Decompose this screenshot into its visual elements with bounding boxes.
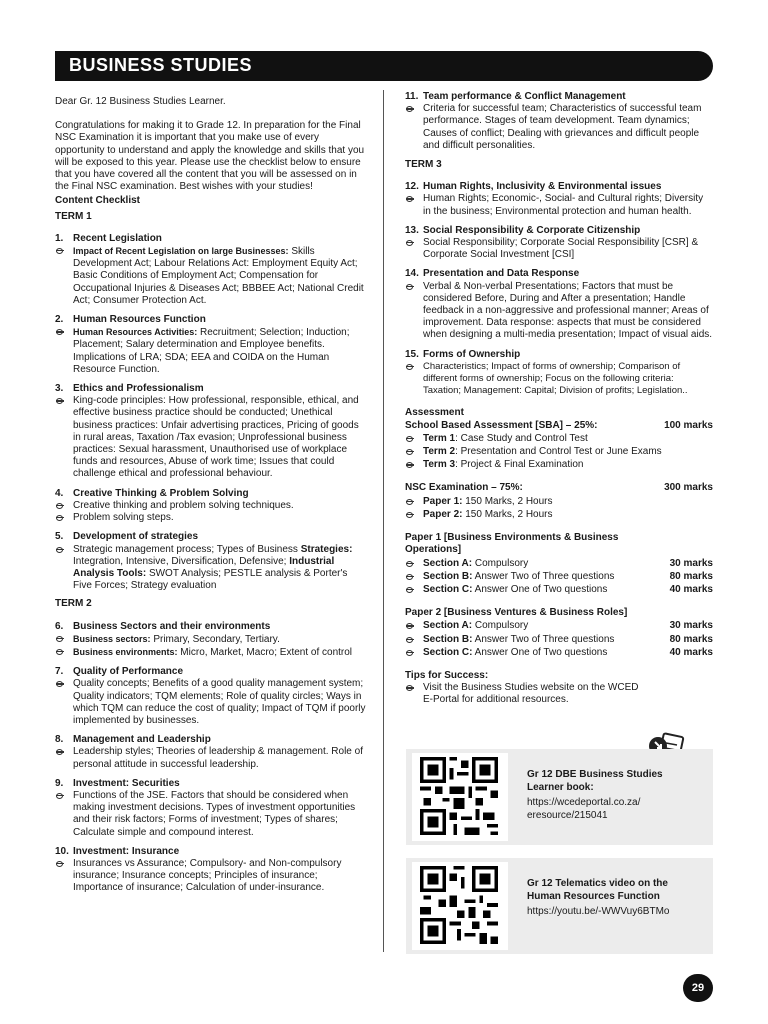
item-marks: 40 marks bbox=[669, 583, 713, 595]
paper-2-title: Paper 2 [Business Ventures & Business Roles] bbox=[405, 607, 628, 619]
section-3 bbox=[55, 383, 367, 481]
section-title: Quality of Performance bbox=[73, 666, 184, 678]
item-text: Recruitment; Selection; Induction; Placement; Salary determination and Employee benefits. Implications of LRA; SDA; EEA and COIDA on the Human Resource Function. bbox=[73, 327, 350, 375]
list-item: Social Responsibility; Corporate Social Responsibility [CSR] & Corporate Social Investment [CSI] bbox=[405, 237, 713, 261]
item-label: Paper 2: bbox=[423, 508, 463, 520]
section-title: Ethics and Professionalism bbox=[73, 383, 204, 395]
section-number: 10. bbox=[55, 845, 69, 857]
section-title: Investment: Securities bbox=[73, 777, 180, 789]
right-column bbox=[405, 91, 713, 707]
term-2-heading: TERM 2 bbox=[55, 598, 92, 610]
item-label: Business environments: bbox=[73, 646, 178, 657]
section-number: 13. bbox=[405, 224, 419, 236]
section-number: 6. bbox=[55, 620, 64, 632]
item-text: Strategic management process; Types of Business bbox=[73, 543, 301, 555]
item-text: Compulsory bbox=[472, 620, 529, 632]
section-title: Creative Thinking & Problem Solving bbox=[73, 487, 249, 499]
list-item: Insurances vs Assurance; Compulsory- and Non-compulsory insurance; Insurance concepts; Principles of insurance; Importance of insurance; Calculation of under-insurance. bbox=[55, 858, 367, 895]
section-10 bbox=[55, 846, 367, 895]
list-item bbox=[405, 433, 713, 445]
list-item: Quality concepts; Benefits of a good quality management system; Quality indicators; TQM elements; Role of quality circles; Ways in which TQM can reduce the cost of quality; Impact of TQM if poorly implemented by businesses. bbox=[55, 678, 367, 727]
sba-marks: 100 marks bbox=[664, 419, 713, 431]
item-text: Integration, Intensive, Diversification, Defensive; bbox=[73, 555, 290, 567]
item-label: Paper 1: bbox=[423, 495, 463, 507]
section-number: 5. bbox=[55, 531, 64, 543]
paper-2 bbox=[405, 607, 713, 659]
item-label: Section A: bbox=[423, 557, 473, 569]
list-item: Human Rights; Economic-, Social- and Cultural rights; Diversity in the business; Environmental protection and human health. bbox=[405, 193, 713, 217]
section-1 bbox=[55, 233, 367, 307]
term-1-heading: TERM 1 bbox=[55, 210, 92, 222]
section-14 bbox=[405, 268, 713, 341]
page-header bbox=[55, 51, 713, 81]
tips-title: Tips for Success: bbox=[405, 669, 489, 681]
section-title: Team performance & Conflict Management bbox=[423, 91, 626, 102]
section-2 bbox=[55, 314, 367, 376]
item-text: Micro, Market, Macro; Extent of control bbox=[177, 646, 353, 658]
section-5 bbox=[55, 531, 367, 592]
list-item bbox=[405, 459, 713, 471]
list-item bbox=[405, 446, 713, 458]
section-12 bbox=[405, 181, 713, 218]
item-text: : Project & Final Examination bbox=[455, 459, 584, 471]
list-item bbox=[55, 326, 367, 376]
section-title: Forms of Ownership bbox=[423, 348, 521, 360]
list-item: Creative thinking and problem solving techniques. bbox=[55, 500, 367, 512]
list-item bbox=[405, 584, 713, 596]
qr-code-icon bbox=[420, 757, 498, 835]
item-text: SWOT Analysis; PESTLE analysis & Porter's Five Forces; Strategy evaluation bbox=[73, 567, 348, 592]
sba-label: School Based Assessment [SBA] – 25%: bbox=[405, 419, 598, 431]
section-number: 7. bbox=[55, 666, 64, 678]
item-label: Strategies: bbox=[300, 543, 353, 555]
section-4 bbox=[55, 488, 367, 525]
resource-title: Gr 12 Telematics video on the Human Resources Function bbox=[527, 878, 668, 902]
list-item: Criteria for successful team; Characteristics of successful team performance. Stages of team development. Team dynamics; Causes of conflict; Dealing with grievances and difficult people and difficult personalities. bbox=[405, 103, 713, 152]
section-number: 8. bbox=[55, 734, 64, 746]
section-9 bbox=[55, 778, 367, 839]
list-item bbox=[405, 571, 713, 583]
section-15 bbox=[405, 349, 713, 398]
section-title: Social Responsibility & Corporate Citizenship bbox=[423, 224, 641, 236]
list-item: Leadership styles; Theories of leadership & management. Role of personal attitude in successful leadership. bbox=[55, 746, 367, 770]
list-item bbox=[55, 646, 367, 659]
list-item bbox=[55, 544, 367, 593]
page-number: 29 bbox=[683, 974, 713, 1002]
intro-paragraph: Congratulations for making it to Grade 12. In preparation for the Final NSC Examination it is important that you make use of every opportunity to understand and apply the knowledge and skills that you will be exposed to this year. Please use the checklist below to ensure that you have covered all the content that you will be assessed on in the Final NSC examination. Best wishes with your studies! bbox=[55, 120, 365, 193]
item-marks: 40 marks bbox=[669, 646, 713, 658]
item-label: Section C: bbox=[423, 583, 473, 595]
section-11 bbox=[405, 91, 713, 152]
section-7 bbox=[55, 666, 367, 727]
resource-title: Gr 12 DBE Business Studies Learner book: bbox=[527, 769, 663, 793]
item-text: 150 Marks, 2 Hours bbox=[462, 508, 553, 520]
list-item bbox=[405, 509, 713, 521]
list-item bbox=[405, 620, 713, 632]
item-marks: 30 marks bbox=[669, 557, 713, 569]
list-item bbox=[405, 647, 713, 659]
section-13 bbox=[405, 225, 713, 262]
section-number: 12. bbox=[405, 181, 419, 193]
list-item: Characteristics; Impact of forms of ownership; Comparison of different forms of ownership; Focus on the following criteria: Taxation; Management: Capital; Division of profits; Legislation.. bbox=[405, 361, 713, 398]
section-number: 15. bbox=[405, 348, 419, 360]
item-text: Compulsory bbox=[472, 557, 529, 569]
item-label: Term 2 bbox=[423, 446, 456, 458]
item-label: Impact of Recent Legislation on large Businesses: bbox=[73, 246, 289, 257]
list-item bbox=[55, 245, 367, 307]
resource-link[interactable]: https://wcedeportal.co.za/ eresource/215041 bbox=[527, 797, 641, 821]
resource-card-telematics-video[interactable] bbox=[406, 858, 713, 954]
section-6 bbox=[55, 621, 367, 660]
resource-link[interactable]: https://youtu.be/-WWVuy6BTMo bbox=[527, 906, 670, 917]
item-text: Answer One of Two questions bbox=[472, 583, 608, 595]
checklist-title: Content Checklist bbox=[55, 195, 141, 207]
nsc-label: NSC Examination – 75%: bbox=[405, 482, 523, 494]
section-title: Investment: Insurance bbox=[73, 845, 180, 857]
item-label: Section B: bbox=[423, 570, 473, 582]
list-item bbox=[405, 496, 713, 508]
term-3-heading: TERM 3 bbox=[405, 159, 442, 171]
list-item bbox=[405, 558, 713, 570]
item-text: Primary, Secondary, Tertiary. bbox=[150, 633, 280, 645]
item-text: 150 Marks, 2 Hours bbox=[462, 495, 553, 507]
section-title: Business Sectors and their environments bbox=[73, 620, 271, 632]
item-marks: 30 marks bbox=[669, 620, 713, 632]
list-item: Verbal & Non-verbal Presentations; Factors that must be considered Before, During and After a presentation; Handle feedback in a non-aggressive and professional manner; Areas of improvement. Data response: aspects that must be considered when designing a multi-media presentation; Impact of visual aids. bbox=[405, 281, 713, 342]
item-text: : Presentation and Control Test or June Exams bbox=[455, 446, 662, 458]
item-label: Section B: bbox=[423, 633, 473, 645]
list-item bbox=[55, 633, 367, 646]
section-title: Development of strategies bbox=[73, 531, 199, 543]
item-text: Answer One of Two questions bbox=[472, 646, 608, 658]
assessment bbox=[405, 407, 713, 521]
item-label: Term 1 bbox=[423, 432, 456, 444]
item-label: Business sectors: bbox=[73, 633, 151, 644]
page-title: BUSINESS STUDIES bbox=[69, 55, 253, 75]
section-8 bbox=[55, 734, 367, 771]
section-number: 2. bbox=[55, 314, 64, 326]
section-title: Presentation and Data Response bbox=[423, 268, 580, 280]
section-title: Recent Legislation bbox=[73, 232, 162, 244]
list-item: Functions of the JSE. Factors that should be considered when making investment decisions. Types of investment opportunities and their risk factors; Forms of investment; Types of shares; Calculate simple and compound interest. bbox=[55, 790, 367, 839]
section-number: 4. bbox=[55, 487, 64, 499]
left-column bbox=[55, 96, 367, 895]
item-marks: 80 marks bbox=[669, 570, 713, 582]
section-title: Human Resources Function bbox=[73, 314, 206, 326]
list-item bbox=[405, 634, 713, 646]
paper-1-title: Paper 1 [Business Environments & Business Operations] bbox=[405, 532, 619, 556]
resource-card-learner-book[interactable] bbox=[406, 749, 713, 845]
paper-1 bbox=[405, 532, 713, 596]
item-label: Term 3 bbox=[423, 459, 456, 471]
column-divider bbox=[383, 90, 384, 952]
item-label: Section C: bbox=[423, 646, 473, 658]
item-label: Human Resources Activities: bbox=[73, 327, 198, 338]
item-text: Answer Two of Three questions bbox=[472, 570, 615, 582]
section-number: 14. bbox=[405, 268, 419, 280]
item-text: Answer Two of Three questions bbox=[472, 633, 615, 645]
section-title: Management and Leadership bbox=[73, 734, 211, 746]
item-marks: 80 marks bbox=[669, 633, 713, 645]
item-label: Industrial Analysis Tools: bbox=[73, 555, 335, 579]
list-item: King-code principles: How professional, responsible, ethical, and effective business practice should be conducted; Unethical business practices: Unfair advertising practices, Pricing of goods in rural areas, Taxation /Tax evasion; Unprofessional business practices: Sexual harassment, Unauthorised use of workplace funds and resources, Abuse of work time; Issues that could challenge ethical and professional behaviour. bbox=[55, 395, 367, 480]
tips bbox=[405, 670, 713, 707]
qr-code-icon bbox=[420, 866, 498, 944]
item-text: : Case Study and Control Test bbox=[455, 432, 588, 444]
item-text: Skills Development Act; Labour Relations Act: Employment Equity Act; Basic Conditions of Employment Act; Compensation for Occupational Injuries & Diseases Act; BBBEE Act; National Credit Act; Consumer Protection Act. bbox=[73, 246, 364, 306]
greeting: Dear Gr. 12 Business Studies Learner. bbox=[55, 96, 226, 107]
item-label: Section A: bbox=[423, 620, 473, 632]
nsc-marks: 300 marks bbox=[664, 482, 713, 494]
list-item: Problem solving steps. bbox=[55, 512, 367, 524]
section-number: 11. bbox=[405, 91, 419, 102]
section-number: 3. bbox=[55, 383, 64, 395]
section-number: 1. bbox=[55, 232, 64, 244]
section-title: Human Rights, Inclusivity & Environmental issues bbox=[423, 181, 662, 193]
assessment-title: Assessment bbox=[405, 407, 464, 419]
section-number: 9. bbox=[55, 777, 64, 789]
list-item: Visit the Business Studies website on the WCED E-Portal for additional resources. bbox=[405, 682, 648, 706]
